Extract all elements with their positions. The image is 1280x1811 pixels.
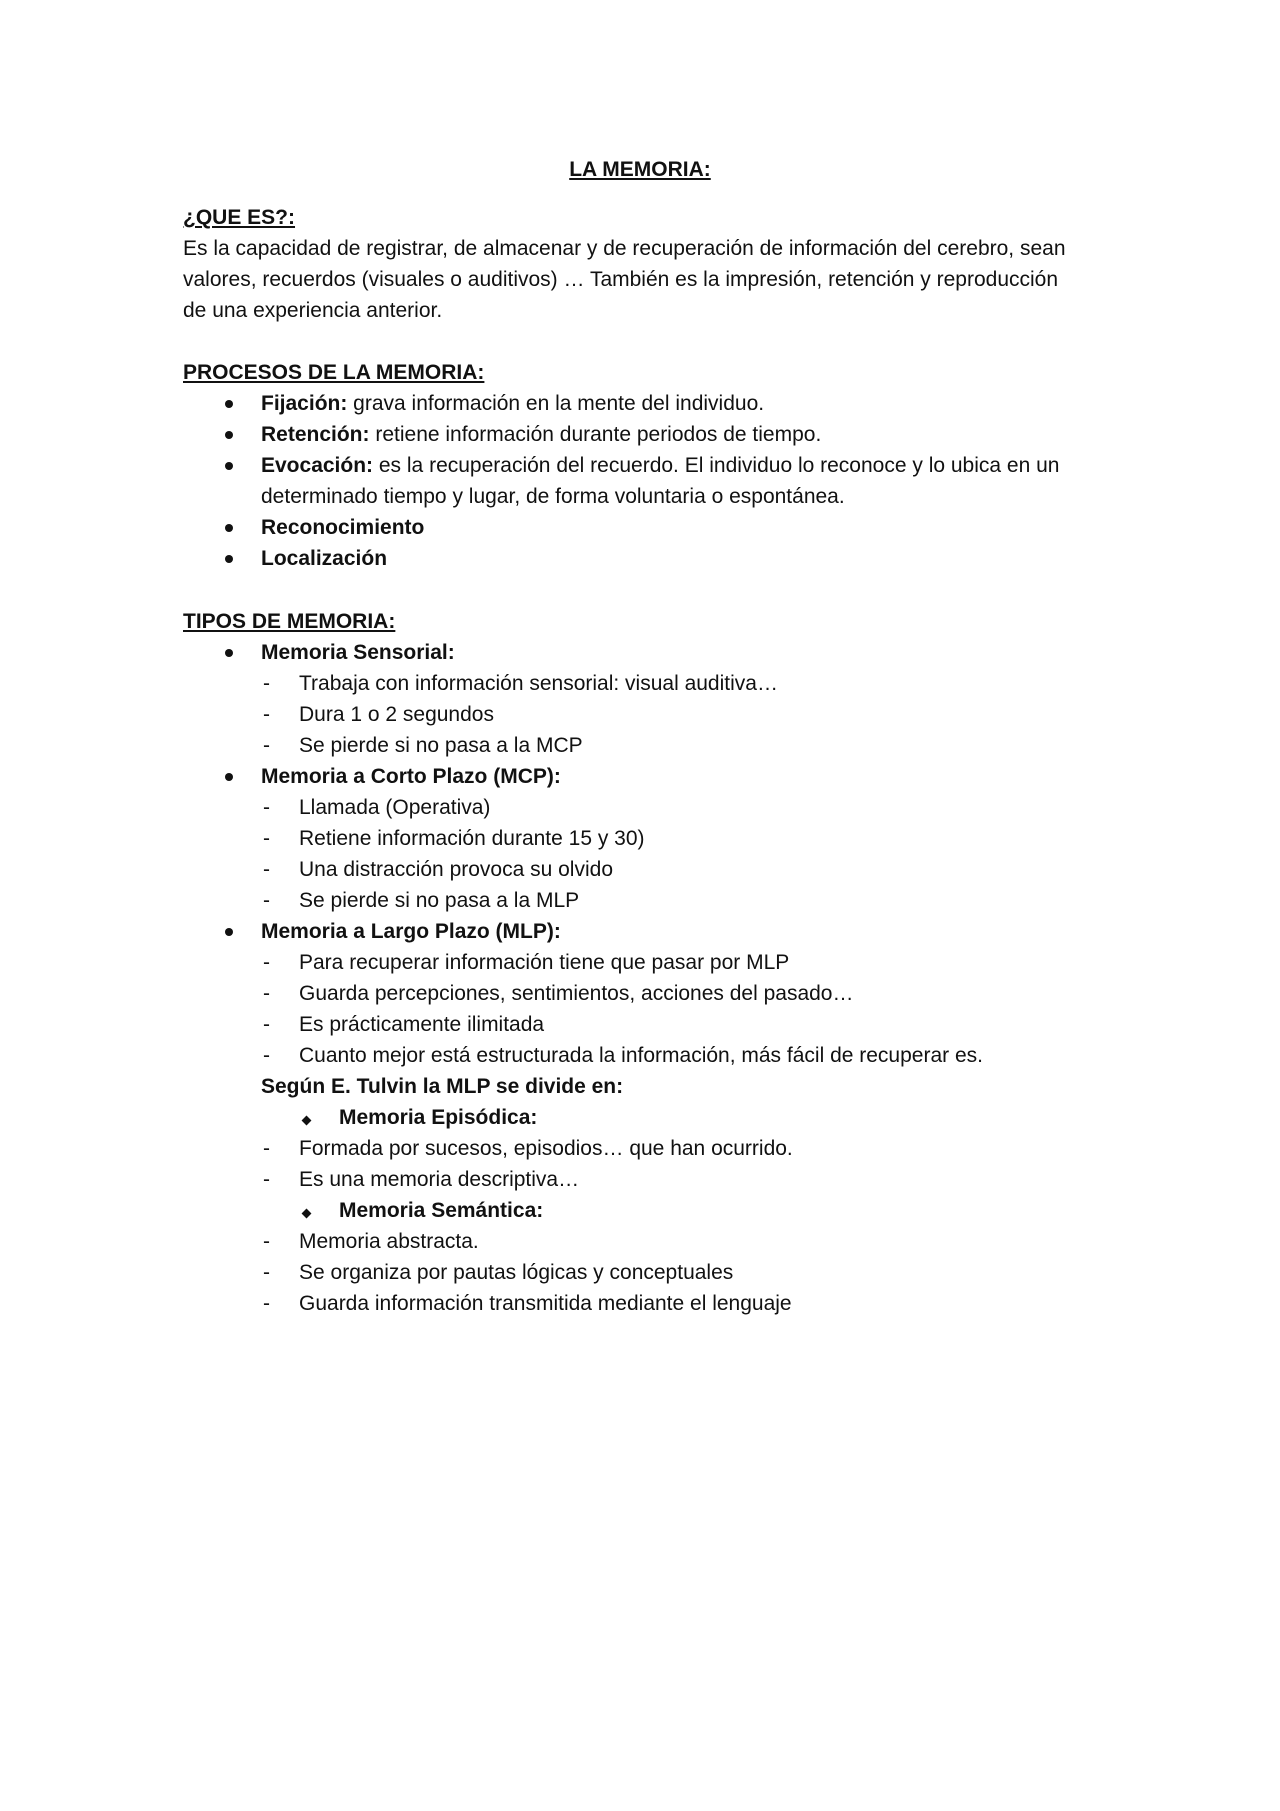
- sensorial-item: Trabaja con información sensorial: visual auditiva…: [299, 672, 778, 695]
- corto-item: Llamada (Operativa): [299, 796, 491, 819]
- semantica-item: Se organiza por pautas lógicas y conceptuales: [299, 1261, 734, 1284]
- diamond-bullet-icon: [302, 1116, 312, 1126]
- dash-marker: -: [263, 1230, 270, 1253]
- definition-line-3: de una experiencia anterior.: [183, 299, 443, 322]
- bullet-icon: [225, 400, 233, 408]
- procesos-heading: PROCESOS DE LA MEMORIA:: [183, 361, 485, 384]
- episodica-item: Formada por sucesos, episodios… que han ocurrido.: [299, 1137, 793, 1160]
- definition-line-2: valores, recuerdos (visuales o auditivos) … También es la impresión, retención y reproducción: [183, 268, 1059, 291]
- largo-item: Cuanto mejor está estructurada la información, más fácil de recuperar es.: [299, 1044, 983, 1067]
- bullet-icon: [225, 524, 233, 532]
- sensorial-item: Se pierde si no pasa a la MCP: [299, 734, 583, 757]
- corto-title: Memoria a Corto Plazo (MCP):: [261, 765, 561, 788]
- dash-marker: -: [263, 951, 270, 974]
- dash-marker: -: [263, 1168, 270, 1191]
- largo-item: Para recuperar información tiene que pasar por MLP: [299, 951, 790, 974]
- corto-item: Se pierde si no pasa a la MLP: [299, 889, 580, 912]
- proceso-text: grava información en la mente del individuo.: [347, 392, 765, 415]
- dash-marker: -: [263, 734, 270, 757]
- dash-marker: -: [263, 1261, 270, 1284]
- largo-item: Es prácticamente ilimitada: [299, 1013, 545, 1036]
- dash-marker: -: [263, 827, 270, 850]
- proceso-text: es la recuperación del recuerdo. El individuo lo reconoce y lo ubica en un: [373, 454, 1060, 477]
- dash-marker: -: [263, 1292, 270, 1315]
- dash-marker: -: [263, 796, 270, 819]
- proceso-retencion: [261, 419, 821, 451]
- proceso-text: retiene información durante periodos de tiempo.: [369, 423, 822, 446]
- dash-marker: -: [263, 982, 270, 1005]
- tulvin-line: Según E. Tulvin la MLP se divide en:: [261, 1075, 624, 1098]
- proceso-evocacion-cont: determinado tiempo y lugar, de forma voluntaria o espontánea.: [261, 485, 845, 508]
- corto-item: Retiene información durante 15 y 30): [299, 827, 645, 850]
- dash-marker: -: [263, 1044, 270, 1067]
- sensorial-title: Memoria Sensorial:: [261, 641, 455, 664]
- bullet-icon: [225, 928, 233, 936]
- bullet-icon: [225, 462, 233, 470]
- dash-marker: -: [263, 1013, 270, 1036]
- largo-title: Memoria a Largo Plazo (MLP):: [261, 920, 561, 943]
- dash-marker: -: [263, 672, 270, 695]
- dash-marker: -: [263, 1137, 270, 1160]
- title-text: LA MEMORIA:: [569, 158, 711, 181]
- proceso-term: Evocación:: [261, 454, 374, 477]
- proceso-term: Fijación:: [261, 392, 348, 415]
- bullet-icon: [225, 431, 233, 439]
- proceso-evocacion: [261, 450, 1059, 482]
- proceso-fijacion: [261, 388, 764, 420]
- proceso-reconocimiento: Reconocimiento: [261, 516, 425, 539]
- episodica-item: Es una memoria descriptiva…: [299, 1168, 580, 1191]
- proceso-localizacion: Localización: [261, 547, 388, 570]
- tipos-heading: TIPOS DE MEMORIA:: [183, 610, 396, 633]
- dash-marker: -: [263, 889, 270, 912]
- page-title: [0, 154, 1280, 186]
- corto-item: Una distracción provoca su olvido: [299, 858, 613, 881]
- dash-marker: -: [263, 858, 270, 881]
- sensorial-item: Dura 1 o 2 segundos: [299, 703, 494, 726]
- proceso-term: Retención:: [261, 423, 370, 446]
- semantica-item: Guarda información transmitida mediante el lenguaje: [299, 1292, 792, 1315]
- dash-marker: -: [263, 703, 270, 726]
- definition-line-1: Es la capacidad de registrar, de almacenar y de recuperación de información del cerebro, sean: [183, 237, 1066, 260]
- semantica-title: Memoria Semántica:: [339, 1199, 544, 1222]
- diamond-bullet-icon: [302, 1209, 312, 1219]
- semantica-item: Memoria abstracta.: [299, 1230, 479, 1253]
- bullet-icon: [225, 649, 233, 657]
- largo-item: Guarda percepciones, sentimientos, acciones del pasado…: [299, 982, 854, 1005]
- episodica-title: Memoria Episódica:: [339, 1106, 538, 1129]
- definition-heading: ¿QUE ES?:: [183, 206, 296, 229]
- bullet-icon: [225, 773, 233, 781]
- bullet-icon: [225, 555, 233, 563]
